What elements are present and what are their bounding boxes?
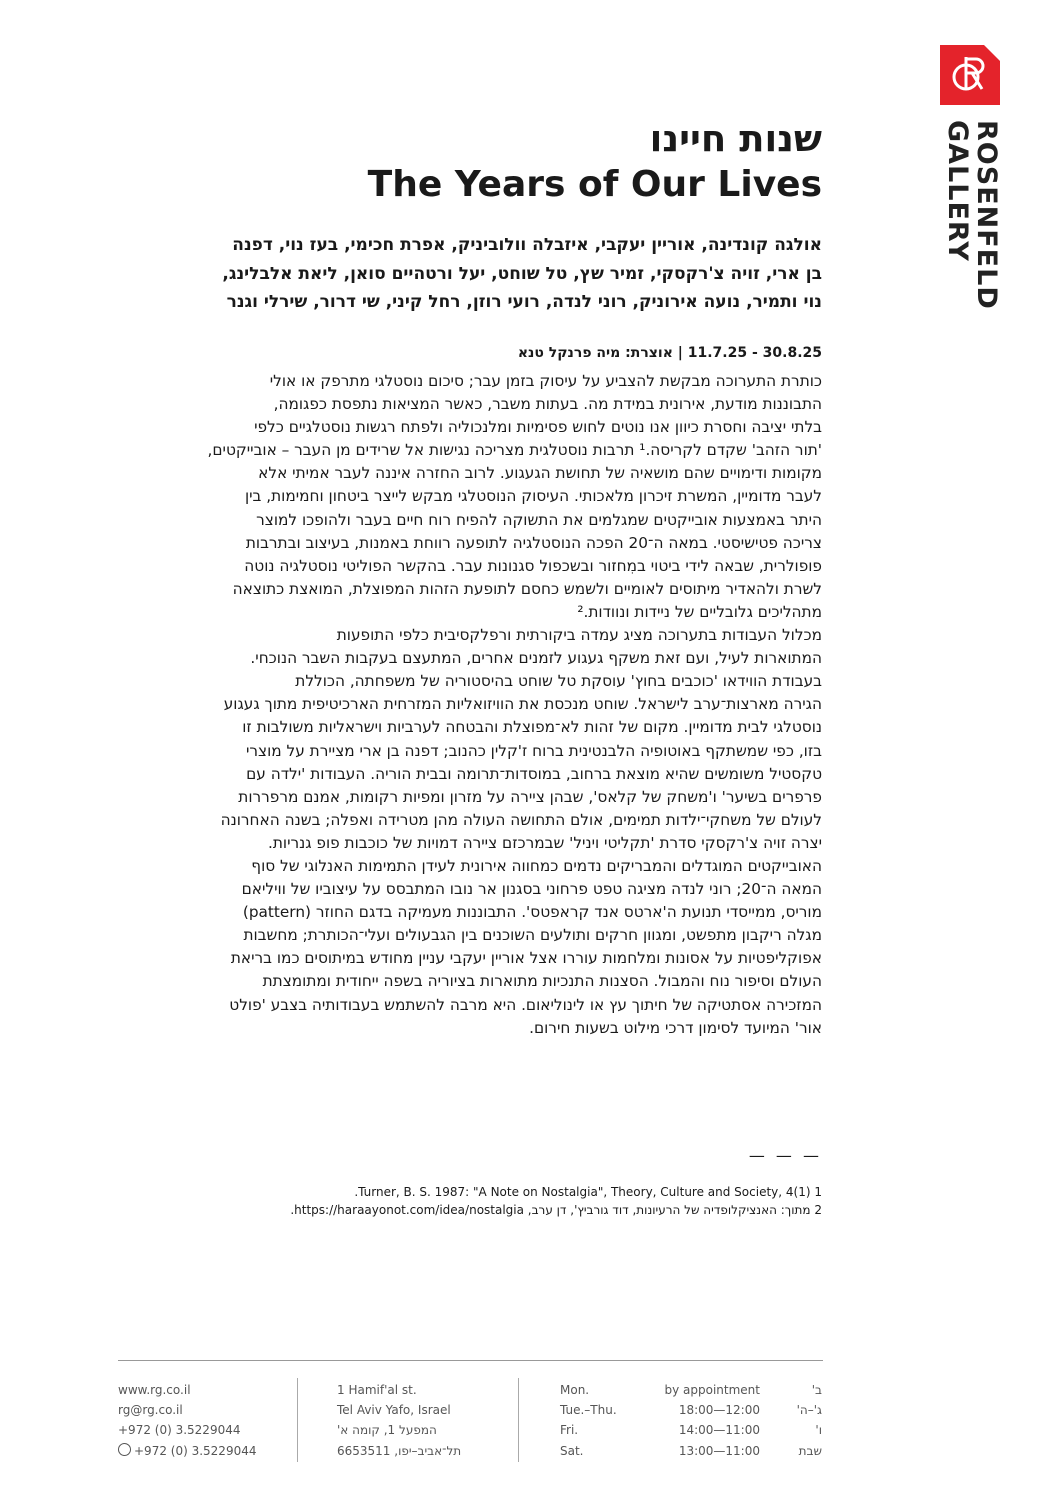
- body-line: העולם וסיפור נוח והמבול. הסצנות התנכיות מתוארות בציוריה בשפה ייחודית ומתומצתת: [262, 972, 822, 991]
- body-line: היתר באמצעות אובייקטים שמגלמים את התשוקה להפיח רוח חיים בעבר ולהופכו למוצר: [256, 510, 822, 529]
- address-line: המפעל 1, קומה א': [337, 1423, 437, 1438]
- hours-day-he: ו': [815, 1423, 822, 1438]
- body-text: [112, 370, 822, 1040]
- whatsapp-row[interactable]: [118, 1441, 256, 1461]
- hours-day: Sat.: [560, 1443, 584, 1458]
- footer-divider-vertical: [518, 1378, 519, 1462]
- body-line: מתהליכים גלובליים של ניידות ונוודות.²: [577, 602, 822, 621]
- hours-days-en: [560, 1380, 617, 1461]
- hours-day-he: שבת: [798, 1443, 822, 1458]
- body-line: מוריס, ממייסדי תנועת ה'ארטס אנד קראפטס'. התבוננות מעמיקה בדגם החוזר (pattern): [242, 903, 822, 922]
- hours-day: Tue.–Thu.: [560, 1403, 617, 1418]
- exhibition-dates-curator: 30.8.25 - 11.7.25 | אוצרת: מיה פרנקל טנא: [517, 345, 822, 361]
- gallery-name-line1: ROSENFELD: [971, 120, 1002, 310]
- body-line: לעבר מדומיין, המשרת זיכרון מלאכותי. העיסוק הנוסטלגי מבקש לייצר ביטחון וחמימות, בין: [244, 487, 822, 506]
- body-line: פרפרים בשיער' ו'משחק של קלאס', שבהן ציירה על מזרון ומפיות רקומות, אמנם מרפררות: [238, 787, 822, 806]
- body-line: המזכירה אסתטיקה של חיתוך עץ או לינוליאום. היא מרבה להשתמש בעבודותיה בצבע 'פולט: [229, 995, 822, 1014]
- body-line: התבוננות מודעת, אירונית במידת מה. בעתות משבר, כאשר המציאות נתפסת כפגומה,: [273, 395, 822, 414]
- hours-time: 13:00—11:00: [678, 1443, 760, 1458]
- body-line: האובייקטים המוגדלים והמבריקים נדמים כמחווה אירונית לעידן התמימות האנלוגי של סוף: [251, 856, 822, 875]
- body-line: לשרת ולהאדיר מיתוסים לאומיים ולשמש כחסם לתופעת הזהות המפוצלת, המואצת כתוצאה: [232, 579, 822, 598]
- address-line: Tel Aviv Yafo, Israel: [337, 1403, 451, 1418]
- phone-number[interactable]: +972 (0) 3.5229044: [118, 1423, 241, 1438]
- body-line: נוסטלגי לבית מדומיין. מקום של זהות לא־מפוצלת והבטחה לערביות וישראליות משולבות זו: [242, 718, 822, 737]
- hours-time: 14:00—11:00: [678, 1423, 760, 1438]
- body-line: בלתי יציבה וחסרת כיוון אנו נוטים לחוש פסימיות ומלנכוליה ולפתח רגשות נוסטלגיים כלפי: [254, 418, 822, 437]
- address-line: 1 Hamif'al st.: [337, 1383, 417, 1397]
- title-english: The Years of Our Lives: [367, 164, 822, 205]
- artist-list: [122, 231, 822, 317]
- body-line: צריכה פטישיסטי. במאה ה־20 הפכה הנוסטלגיה לתופעה רווחת באמנות, בעיצוב ובתרבות: [245, 533, 822, 552]
- hours-day: Fri.: [560, 1423, 579, 1438]
- footer-divider-vertical: [297, 1378, 298, 1462]
- body-line: אפוקליפטיות על אסונות ומלחמות עוררו אצל אוריין יעקבי עניין מחודש במיתוסים כמו בריאת: [230, 949, 822, 968]
- address-line: תל־אביב–יפו, 6653511: [337, 1443, 462, 1458]
- body-line: המאה ה־20; רוני לנדה מציגה טפט פרחוני בסגנון אר נובו המתבסס על עיצוביו של וויליאם: [241, 880, 822, 899]
- gallery-name-line2: GALLERY: [942, 120, 973, 262]
- body-line: 'תור הזהב' שקדם לקריסה.¹ תרבות נוסטלגית מצריכה נגישות אל שרידים מן העבר – אובייקטים,: [207, 441, 822, 460]
- footnote-2: 2 מתוך: האנציקלופדיה של הרעיונות, דוד גורביץ', דן ערב, https://haraayonot.com/idea/nostalgia.: [290, 1203, 822, 1217]
- website-link[interactable]: www.rg.co.il: [118, 1383, 191, 1397]
- hours-day: Mon.: [560, 1383, 590, 1397]
- hours-time: 18:00—12:00: [678, 1403, 760, 1418]
- footer-divider: [118, 1360, 823, 1361]
- body-line: מגלה ריקבון מתפשט, ומגוון חרקים ותולעים השוכנים בין הגבעולים ועלי־הכותרת; מחשבות: [243, 926, 822, 945]
- gallery-logo: [940, 45, 1000, 105]
- body-line: אור' המיועד לסימון דרכי מילוט בשעות חירום.: [529, 1018, 822, 1037]
- hours-day-he: ג'–ה': [796, 1403, 822, 1418]
- artist-line: נוי ותמיר, נועה אירוניק, רוני לנדה, רועי רוזן, רחל קיני, שי דרור, שירלי וגנר: [226, 292, 822, 312]
- body-line: יצרה זויה צ'רקסקי סדרת 'תקליטי ויניל' שבמרכזם ציירה דמויות של כוכבות פופ גנריות.: [267, 833, 822, 852]
- hours-times: [654, 1380, 760, 1461]
- title-hebrew: שנות חיינו: [649, 117, 822, 160]
- footer-address: [337, 1380, 461, 1461]
- body-line: מכלול העבודות בתערוכה מציג עמדה ביקורתית ורפלקסיבית כלפי התופעות: [336, 626, 822, 645]
- body-line: בזו, כפי שמשתקף באוטופיה הלבנטינית ברוח ז'קלין כהנוב; דפנה בן ארי מציירת על מוצרי: [245, 741, 822, 760]
- hours-days-he: [797, 1380, 822, 1461]
- body-line: לעולם של משחקי־ילדות תמימים, אולם התחושה העולה מהן מטרידה ואפלה; בשנה האחרונה: [220, 810, 822, 829]
- footnote-1: 1 Turner, B. S. 1987: "A Note on Nostalgia", Theory, Culture and Society, 4(1).: [354, 1185, 822, 1199]
- separator-dashes: — — —: [748, 1146, 822, 1165]
- body-line: טקסטיל משומשים שהיא מוצאת ברחוב, במוסדות־תרומה ובבית הוריה. העבודות 'ילדה עם: [246, 764, 822, 783]
- body-line: בעבודת הווידאו 'כוכבים בחוץ' עוסקת טל שוחט בהיסטוריה של משפחתה, הכוללת: [295, 672, 822, 691]
- hours-day-he: ב': [811, 1383, 822, 1397]
- footer-contact: [118, 1380, 256, 1461]
- artist-line: אולגה קונדינה, אוריין יעקבי, איזבלה וולוביניק, אפרת חכימי, בעז נוי, דפנה: [232, 235, 822, 255]
- body-line: פופולרית, שבאה לידי ביטוי במִחזור ובשכפול סגנונות עבר. בהקשר הפוליטי נוסטלגיה נוטה: [244, 556, 822, 575]
- gallery-name: [933, 120, 1013, 340]
- body-line: המתוארות לעיל, ועם זאת משקף געגוע לזמנים אחרים, המתעצם בעקבות השבר הנוכחי.: [250, 649, 822, 668]
- body-line: מקומות ודימויים שהם מושאיה של תחושת הגעגוע. לרוב החזרה איננה לעבר אמיתי אלא: [258, 464, 822, 483]
- whatsapp-number: +972 (0) 3.5229044: [134, 1443, 257, 1458]
- artist-line: בן ארי, זויה צ'רקסקי, זמיר שץ, טל שוחט, יעל ורטהיים סואן, ליאת אלבלינג,: [222, 263, 822, 284]
- body-line: הגירה מארצות־ערב לישראל. שוחט מנכסת את הוויזואליות המזרחית הארכיטיפית מתוך געגוע: [223, 695, 822, 714]
- hours-time: by appointment: [664, 1383, 760, 1397]
- body-line: כותרת התערוכה מבקשת להצביע על עיסוק בזמן עבר; סיכום נוסטלגי מתרפק או אולי: [269, 372, 822, 390]
- whatsapp-icon: [118, 1443, 131, 1456]
- email-link[interactable]: rg@rg.co.il: [118, 1403, 183, 1418]
